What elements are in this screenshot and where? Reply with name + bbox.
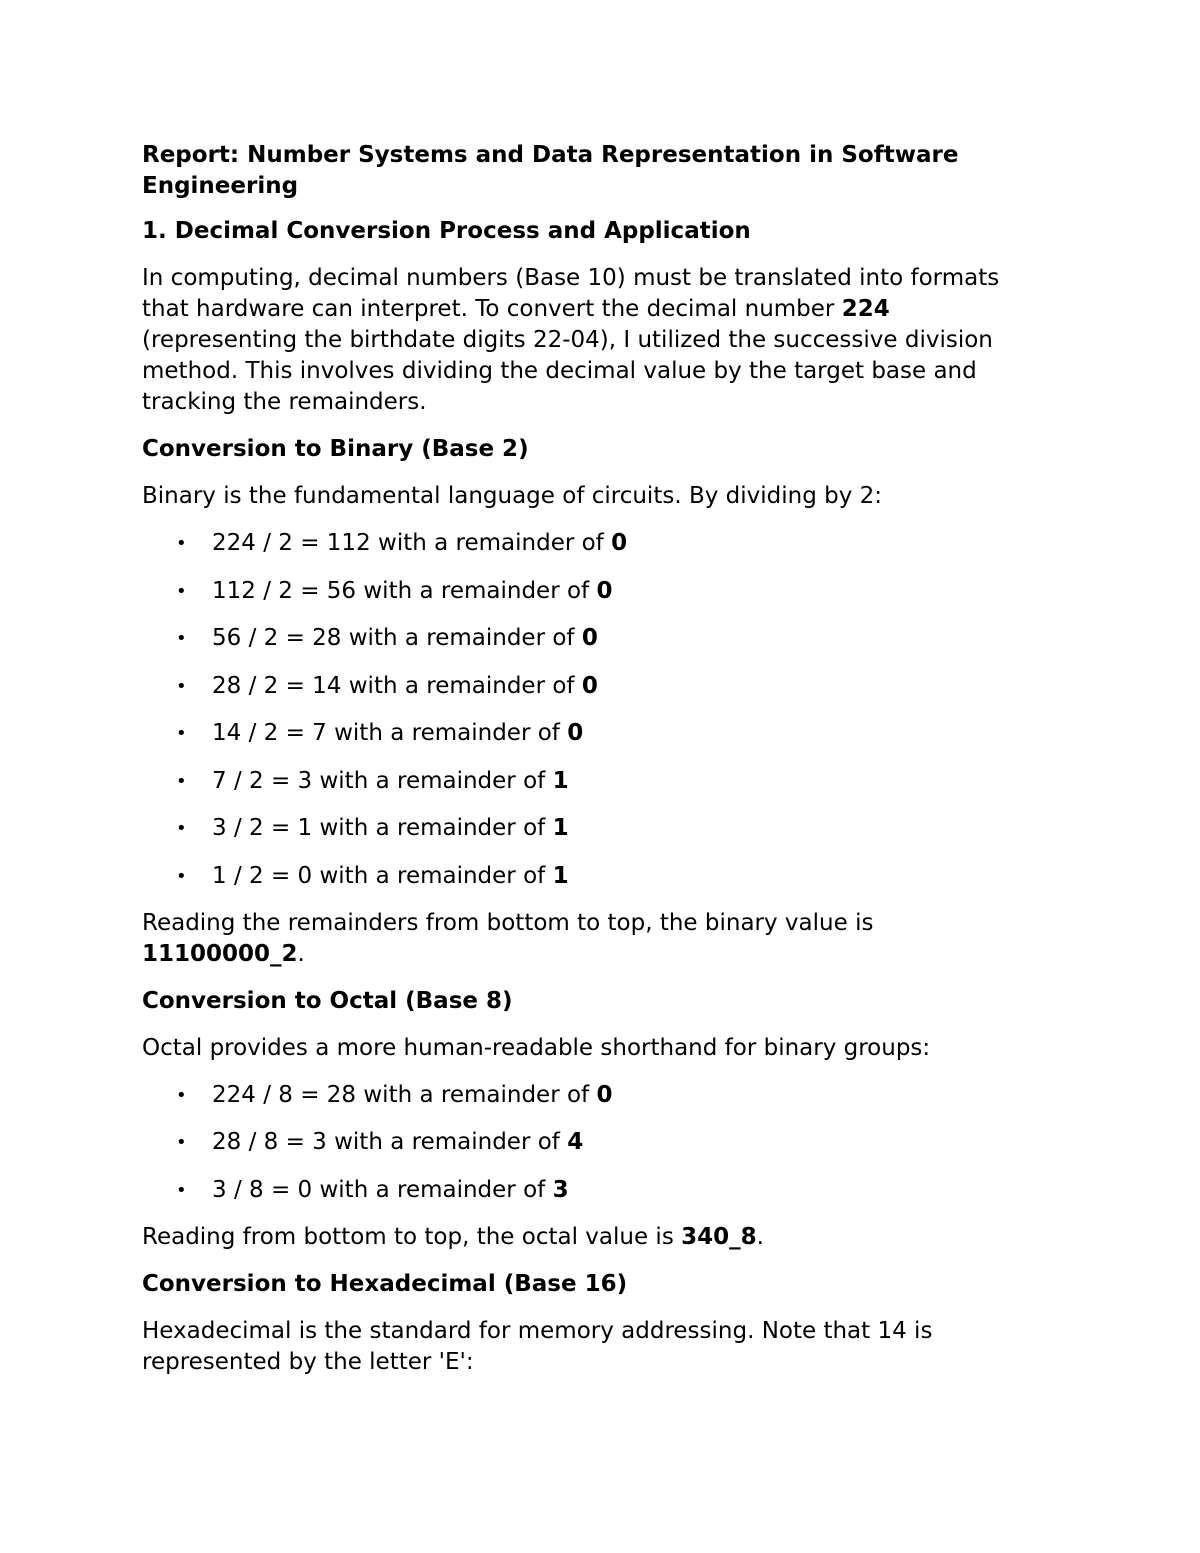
- bullet-icon: •: [176, 865, 187, 887]
- octal-result-before: Reading from bottom to top, the octal value is: [142, 1223, 682, 1250]
- list-item: [142, 576, 1042, 607]
- hex-intro: Hexadecimal is the standard for memory addressing. Note that 14 is represented by the letter 'E':: [142, 1317, 933, 1375]
- binary-result-value: 11100000_2: [142, 940, 298, 967]
- step-remainder: 0: [596, 577, 613, 604]
- section-heading-decimal-conversion: 1. Decimal Conversion Process and Application: [142, 218, 751, 244]
- step-remainder: 1: [552, 862, 569, 889]
- section-intro-paragraph: [142, 263, 1042, 418]
- list-item: [142, 1175, 1042, 1206]
- bullet-icon: •: [176, 818, 187, 839]
- binary-intro: Binary is the fundamental language of circuits. By dividing by 2:: [142, 483, 883, 509]
- octal-steps-list: [142, 1080, 1042, 1206]
- step-remainder: 4: [567, 1129, 584, 1155]
- list-item: [142, 861, 1042, 892]
- list-item: [142, 528, 1042, 559]
- step-text: 28 / 8 = 3 with a remainder of: [212, 1129, 568, 1155]
- list-item: [142, 623, 1042, 654]
- step-remainder: 0: [581, 625, 598, 651]
- bullet-icon: •: [176, 1132, 187, 1153]
- binary-steps-list: [142, 528, 1042, 892]
- step-text: 28 / 2 = 14 with a remainder of: [212, 672, 582, 699]
- step-remainder: 0: [611, 530, 628, 556]
- document-page: [142, 140, 1042, 1394]
- step-text: 56 / 2 = 28 with a remainder of: [212, 625, 582, 651]
- step-text: 3 / 8 = 0 with a remainder of: [212, 1176, 553, 1203]
- octal-heading: Conversion to Octal (Base 8): [142, 987, 513, 1014]
- binary-heading: Conversion to Binary (Base 2): [142, 436, 529, 462]
- list-item: [142, 1080, 1042, 1111]
- list-item: [142, 1127, 1042, 1158]
- octal-result-after: .: [756, 1223, 764, 1250]
- bullet-icon: •: [176, 675, 187, 697]
- binary-result-before: Reading the remainders from bottom to top, the binary value is: [142, 909, 874, 936]
- binary-result-paragraph: [142, 908, 1042, 970]
- hex-heading: Conversion to Hexadecimal (Base 16): [142, 1270, 628, 1297]
- step-remainder: 0: [581, 672, 598, 699]
- step-text: 1 / 2 = 0 with a remainder of: [212, 862, 553, 889]
- list-item: [142, 671, 1042, 702]
- bullet-icon: •: [176, 533, 187, 554]
- step-remainder: 0: [567, 720, 584, 746]
- bullet-icon: •: [176, 723, 187, 744]
- step-remainder: 1: [552, 815, 569, 841]
- step-text: 224 / 2 = 112 with a remainder of: [212, 530, 612, 556]
- bullet-icon: •: [176, 1084, 187, 1106]
- intro-text-after: (representing the birthdate digits 22-04), I utilized the successive division method. This involves dividing the decimal value by the target base and tracking the remainders.: [142, 327, 993, 415]
- report-title: Report: Number Systems and Data Representation in Software Engineering: [142, 142, 959, 199]
- bullet-icon: •: [176, 628, 187, 649]
- step-text: 14 / 2 = 7 with a remainder of: [212, 720, 568, 746]
- list-item: [142, 766, 1042, 797]
- step-text: 224 / 8 = 28 with a remainder of: [212, 1081, 597, 1108]
- bullet-icon: •: [176, 1179, 187, 1201]
- decimal-number-value: 224: [841, 296, 890, 322]
- bullet-icon: •: [176, 580, 187, 602]
- bullet-icon: •: [176, 770, 187, 792]
- list-item: [142, 718, 1042, 749]
- step-text: 3 / 2 = 1 with a remainder of: [212, 815, 553, 841]
- octal-result-paragraph: [142, 1222, 1042, 1253]
- octal-result-value: 340_8: [681, 1223, 757, 1250]
- step-text: 112 / 2 = 56 with a remainder of: [212, 577, 597, 604]
- step-remainder: 3: [552, 1176, 569, 1203]
- intro-text-before: In computing, decimal numbers (Base 10) must be translated into formats that hardware can interpret. To convert the decimal number: [142, 265, 1000, 322]
- octal-intro: Octal provides a more human-readable shorthand for binary groups:: [142, 1034, 931, 1061]
- list-item: [142, 813, 1042, 844]
- binary-result-after: .: [297, 940, 305, 967]
- step-remainder: 1: [552, 767, 569, 794]
- step-text: 7 / 2 = 3 with a remainder of: [212, 767, 553, 794]
- step-remainder: 0: [596, 1081, 613, 1108]
